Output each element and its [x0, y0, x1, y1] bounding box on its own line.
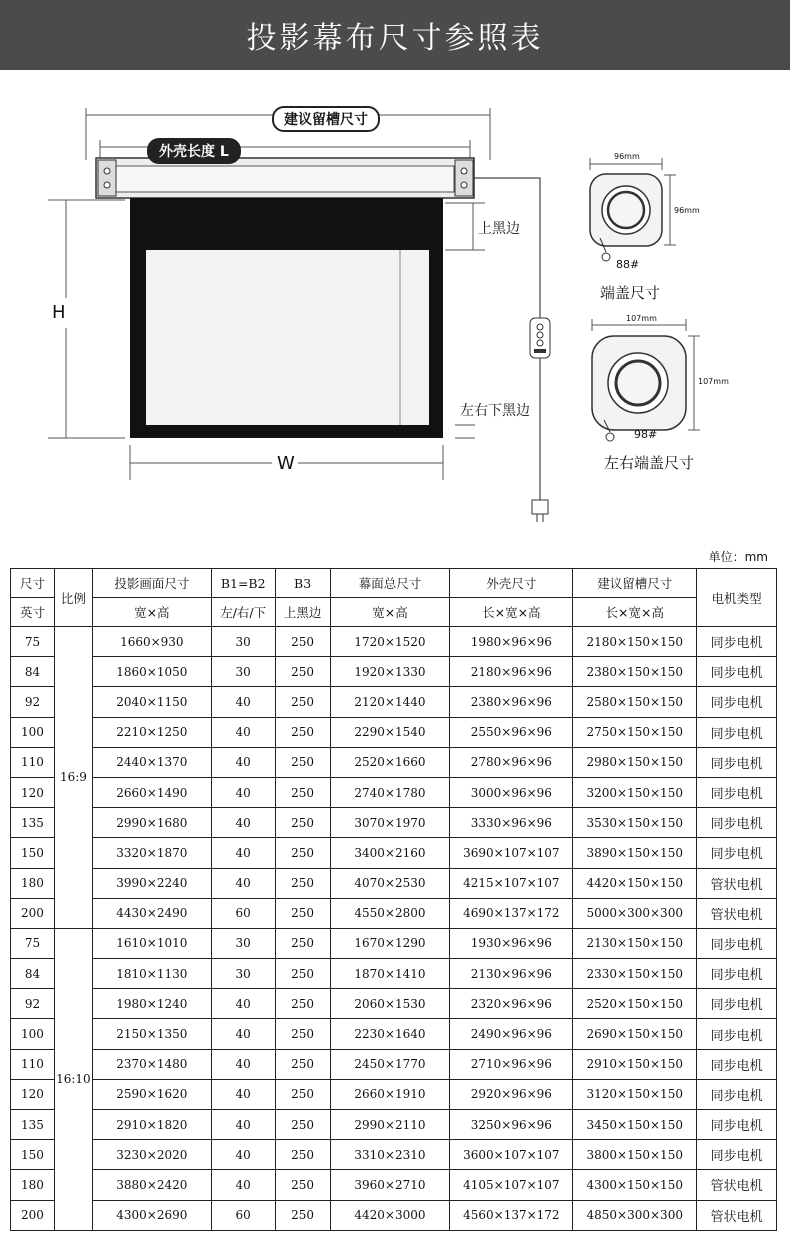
- cell-b1b2: 30: [211, 657, 275, 687]
- table-row: [11, 989, 777, 1019]
- cell-shell: 2920×96×96: [450, 1079, 573, 1109]
- cell-inch: 200: [11, 898, 55, 928]
- cell-total: 1920×1330: [330, 657, 450, 687]
- cell-inch: 75: [11, 627, 55, 657]
- cell-inch: 120: [11, 1079, 55, 1109]
- cell-shell: 4690×137×172: [450, 898, 573, 928]
- cell-shell: 2320×96×96: [450, 989, 573, 1019]
- cell-b1b2: 30: [211, 928, 275, 958]
- table-row: [11, 777, 777, 807]
- cell-slot: 4420×150×150: [573, 868, 697, 898]
- cell-inch: 100: [11, 1019, 55, 1049]
- cell-slot: 3800×150×150: [573, 1140, 697, 1170]
- cell-inch: 120: [11, 777, 55, 807]
- cell-image-size: 2660×1490: [92, 777, 211, 807]
- cell-image-size: 2370×1480: [92, 1049, 211, 1079]
- table-row: [11, 1079, 777, 1109]
- cell-b3: 250: [275, 959, 330, 989]
- cell-slot: 2520×150×150: [573, 989, 697, 1019]
- cell-image-size: 3320×1870: [92, 838, 211, 868]
- cell-b3: 250: [275, 868, 330, 898]
- cell-motor: 同步电机: [697, 1049, 777, 1079]
- cell-b3: 250: [275, 898, 330, 928]
- header-total: 幕面总尺寸: [330, 569, 450, 598]
- cell-shell: 3600×107×107: [450, 1140, 573, 1170]
- cell-total: 3400×2160: [330, 838, 450, 868]
- table-row: [11, 657, 777, 687]
- table-row: [11, 959, 777, 989]
- cell-b1b2: 40: [211, 1049, 275, 1079]
- header-shell: 外壳尺寸: [450, 569, 573, 598]
- cell-inch: 135: [11, 808, 55, 838]
- unit-label: 单位：mm: [708, 550, 768, 564]
- cell-total: 2740×1780: [330, 777, 450, 807]
- cell-b1b2: 40: [211, 1079, 275, 1109]
- cell-inch: 84: [11, 959, 55, 989]
- cell-b3: 250: [275, 1200, 330, 1230]
- cell-shell: 4560×137×172: [450, 1200, 573, 1230]
- side-border-label: 左右下黑边: [460, 403, 530, 419]
- cell-motor: 同步电机: [697, 959, 777, 989]
- table-row: [11, 928, 777, 958]
- cell-b1b2: 40: [211, 808, 275, 838]
- cell-b3: 250: [275, 627, 330, 657]
- cell-image-size: 2040×1150: [92, 687, 211, 717]
- cell-slot: 2580×150×150: [573, 687, 697, 717]
- cell-inch: 180: [11, 1170, 55, 1200]
- cell-slot: 3200×150×150: [573, 777, 697, 807]
- cell-b3: 250: [275, 777, 330, 807]
- cell-b3: 250: [275, 989, 330, 1019]
- cell-slot: 2380×150×150: [573, 657, 697, 687]
- table-row: [11, 898, 777, 928]
- header-motor: 电机类型: [697, 569, 777, 627]
- cell-b3: 250: [275, 1140, 330, 1170]
- cell-shell: 2380×96×96: [450, 687, 573, 717]
- cell-slot: 3450×150×150: [573, 1110, 697, 1140]
- cell-shell: 1930×96×96: [450, 928, 573, 958]
- cell-motor: 同步电机: [697, 1140, 777, 1170]
- cell-shell: 2490×96×96: [450, 1019, 573, 1049]
- shell-length-label: 外壳长度 L: [147, 138, 241, 164]
- cell-inch: 110: [11, 1049, 55, 1079]
- cell-b1b2: 40: [211, 1170, 275, 1200]
- cell-b1b2: 40: [211, 1110, 275, 1140]
- cell-total: 3960×2710: [330, 1170, 450, 1200]
- cell-b1b2: 40: [211, 868, 275, 898]
- cell-total: 4550×2800: [330, 898, 450, 928]
- cell-total: 2120×1440: [330, 687, 450, 717]
- cell-slot: 2330×150×150: [573, 959, 697, 989]
- cell-b1b2: 30: [211, 627, 275, 657]
- cell-b1b2: 40: [211, 717, 275, 747]
- power-plug: [532, 500, 548, 514]
- cell-total: 2060×1530: [330, 989, 450, 1019]
- cell-b3: 250: [275, 687, 330, 717]
- header-ratio: 比例: [54, 569, 92, 627]
- cell-slot: 2130×150×150: [573, 928, 697, 958]
- cell-inch: 100: [11, 717, 55, 747]
- cell-inch: 150: [11, 838, 55, 868]
- cell-slot: 3120×150×150: [573, 1079, 697, 1109]
- header-size: 尺寸: [11, 569, 55, 598]
- cell-total: 2660×1910: [330, 1079, 450, 1109]
- cell-inch: 180: [11, 868, 55, 898]
- cell-image-size: 4300×2690: [92, 1200, 211, 1230]
- cell-b3: 250: [275, 717, 330, 747]
- screen-diagram: [0, 70, 790, 540]
- cell-b3: 250: [275, 1170, 330, 1200]
- cell-motor: 管状电机: [697, 868, 777, 898]
- cell-b3: 250: [275, 657, 330, 687]
- cell-b1b2: 40: [211, 838, 275, 868]
- table-row: [11, 1049, 777, 1079]
- cell-motor: 管状电机: [697, 1170, 777, 1200]
- cell-image-size: 3880×2420: [92, 1170, 211, 1200]
- cell-b3: 250: [275, 838, 330, 868]
- cell-b1b2: 40: [211, 1019, 275, 1049]
- endcap-code: 88#: [616, 258, 640, 271]
- header-b1b2: B1=B2: [211, 569, 275, 598]
- header-b3: B3: [275, 569, 330, 598]
- cell-total: 3310×2310: [330, 1140, 450, 1170]
- cell-motor: 同步电机: [697, 838, 777, 868]
- cell-b3: 250: [275, 1019, 330, 1049]
- cell-b1b2: 60: [211, 898, 275, 928]
- cell-inch: 75: [11, 928, 55, 958]
- header-slot-sub: 长×宽×高: [573, 598, 697, 627]
- cell-motor: 同步电机: [697, 1079, 777, 1109]
- cell-shell: 2780×96×96: [450, 747, 573, 777]
- cell-motor: 同步电机: [697, 717, 777, 747]
- table-row: [11, 1110, 777, 1140]
- cell-inch: 92: [11, 989, 55, 1019]
- cell-shell: 2180×96×96: [450, 657, 573, 687]
- header-image-size-sub: 宽×高: [92, 598, 211, 627]
- cell-image-size: 2150×1350: [92, 1019, 211, 1049]
- cell-image-size: 2910×1820: [92, 1110, 211, 1140]
- endcap-lr-width: 107mm: [626, 314, 657, 323]
- cell-shell: 4105×107×107: [450, 1170, 573, 1200]
- cell-motor: 管状电机: [697, 898, 777, 928]
- cell-slot: 2180×150×150: [573, 627, 697, 657]
- cell-motor: 同步电机: [697, 777, 777, 807]
- header-total-sub: 宽×高: [330, 598, 450, 627]
- endcap-height: 96mm: [674, 206, 700, 215]
- endcap-lr-code: 98#: [634, 428, 658, 441]
- endcap-lr-height: 107mm: [698, 377, 729, 386]
- cell-ratio: 16:9: [54, 627, 92, 929]
- cell-b3: 250: [275, 1079, 330, 1109]
- cell-shell: 2710×96×96: [450, 1049, 573, 1079]
- table-row: [11, 868, 777, 898]
- cell-shell: 3330×96×96: [450, 808, 573, 838]
- header-b1b2-sub: 左/右/下: [211, 598, 275, 627]
- height-label: H: [52, 302, 66, 323]
- cell-slot: 2980×150×150: [573, 747, 697, 777]
- cell-image-size: 3230×2020: [92, 1140, 211, 1170]
- cell-b1b2: 40: [211, 777, 275, 807]
- cell-motor: 同步电机: [697, 687, 777, 717]
- cell-b3: 250: [275, 928, 330, 958]
- cell-total: 1670×1290: [330, 928, 450, 958]
- cell-b3: 250: [275, 1049, 330, 1079]
- cell-b1b2: 30: [211, 959, 275, 989]
- cell-b1b2: 40: [211, 989, 275, 1019]
- cell-slot: 3890×150×150: [573, 838, 697, 868]
- cell-image-size: 1660×930: [92, 627, 211, 657]
- header-inch: 英寸: [11, 598, 55, 627]
- endcap-lr-caption: 左右端盖尺寸: [604, 454, 695, 472]
- header-b3-sub: 上黑边: [275, 598, 330, 627]
- cell-image-size: 2440×1370: [92, 747, 211, 777]
- table-row: [11, 717, 777, 747]
- cell-total: 2450×1770: [330, 1049, 450, 1079]
- cell-b3: 250: [275, 808, 330, 838]
- cell-motor: 同步电机: [697, 657, 777, 687]
- cell-motor: 同步电机: [697, 928, 777, 958]
- cell-slot: 2910×150×150: [573, 1049, 697, 1079]
- cell-image-size: 2210×1250: [92, 717, 211, 747]
- cell-b1b2: 40: [211, 687, 275, 717]
- cell-inch: 92: [11, 687, 55, 717]
- cell-slot: 2690×150×150: [573, 1019, 697, 1049]
- table-row: [11, 838, 777, 868]
- cell-total: 1870×1410: [330, 959, 450, 989]
- cell-ratio: 16:10: [54, 928, 92, 1230]
- cell-shell: 3690×107×107: [450, 838, 573, 868]
- cell-motor: 同步电机: [697, 808, 777, 838]
- table-row: [11, 1019, 777, 1049]
- cell-slot: 5000×300×300: [573, 898, 697, 928]
- header-slot: 建议留槽尺寸: [573, 569, 697, 598]
- cell-b3: 250: [275, 747, 330, 777]
- cell-shell: 4215×107×107: [450, 868, 573, 898]
- cell-total: 3070×1970: [330, 808, 450, 838]
- cell-image-size: 2590×1620: [92, 1079, 211, 1109]
- cell-motor: 同步电机: [697, 1019, 777, 1049]
- slot-size-label: 建议留槽尺寸: [272, 106, 380, 132]
- header-image-size: 投影画面尺寸: [92, 569, 211, 598]
- cell-slot: 3530×150×150: [573, 808, 697, 838]
- cell-image-size: 1610×1010: [92, 928, 211, 958]
- cell-inch: 135: [11, 1110, 55, 1140]
- cell-total: 4070×2530: [330, 868, 450, 898]
- header-shell-sub: 长×宽×高: [450, 598, 573, 627]
- cell-inch: 150: [11, 1140, 55, 1170]
- endcap-width: 96mm: [614, 152, 640, 161]
- cell-image-size: 4430×2490: [92, 898, 211, 928]
- cell-inch: 110: [11, 747, 55, 777]
- cell-image-size: 1980×1240: [92, 989, 211, 1019]
- cell-inch: 200: [11, 1200, 55, 1230]
- cell-total: 1720×1520: [330, 627, 450, 657]
- cell-shell: 3000×96×96: [450, 777, 573, 807]
- cell-b3: 250: [275, 1110, 330, 1140]
- cell-motor: 管状电机: [697, 1200, 777, 1230]
- top-border-label: 上黑边: [478, 221, 520, 237]
- cell-shell: 3250×96×96: [450, 1110, 573, 1140]
- cell-total: 4420×3000: [330, 1200, 450, 1230]
- cell-motor: 同步电机: [697, 627, 777, 657]
- cell-image-size: 1860×1050: [92, 657, 211, 687]
- cell-shell: 2550×96×96: [450, 717, 573, 747]
- cell-motor: 同步电机: [697, 989, 777, 1019]
- cell-total: 2990×2110: [330, 1110, 450, 1140]
- cell-motor: 同步电机: [697, 1110, 777, 1140]
- cell-slot: 2750×150×150: [573, 717, 697, 747]
- table-row: [11, 1140, 777, 1170]
- cell-inch: 84: [11, 657, 55, 687]
- cell-image-size: 2990×1680: [92, 808, 211, 838]
- cell-total: 2520×1660: [330, 747, 450, 777]
- table-row: [11, 808, 777, 838]
- table-row: [11, 1200, 777, 1230]
- width-label: W: [277, 453, 295, 474]
- cell-image-size: 3990×2240: [92, 868, 211, 898]
- cell-b1b2: 40: [211, 747, 275, 777]
- cell-shell: 1980×96×96: [450, 627, 573, 657]
- cell-motor: 同步电机: [697, 747, 777, 777]
- cell-total: 2290×1540: [330, 717, 450, 747]
- table-row: [11, 687, 777, 717]
- cell-b1b2: 40: [211, 1140, 275, 1170]
- table-row: [11, 627, 777, 657]
- cell-shell: 2130×96×96: [450, 959, 573, 989]
- cell-image-size: 1810×1130: [92, 959, 211, 989]
- size-table: [10, 568, 777, 1231]
- table-row: [11, 747, 777, 777]
- page-title: 投影幕布尺寸参照表: [0, 0, 790, 70]
- cell-total: 2230×1640: [330, 1019, 450, 1049]
- cell-b1b2: 60: [211, 1200, 275, 1230]
- cell-slot: 4850×300×300: [573, 1200, 697, 1230]
- endcap-caption: 端盖尺寸: [600, 284, 661, 302]
- cell-slot: 4300×150×150: [573, 1170, 697, 1200]
- table-row: [11, 1170, 777, 1200]
